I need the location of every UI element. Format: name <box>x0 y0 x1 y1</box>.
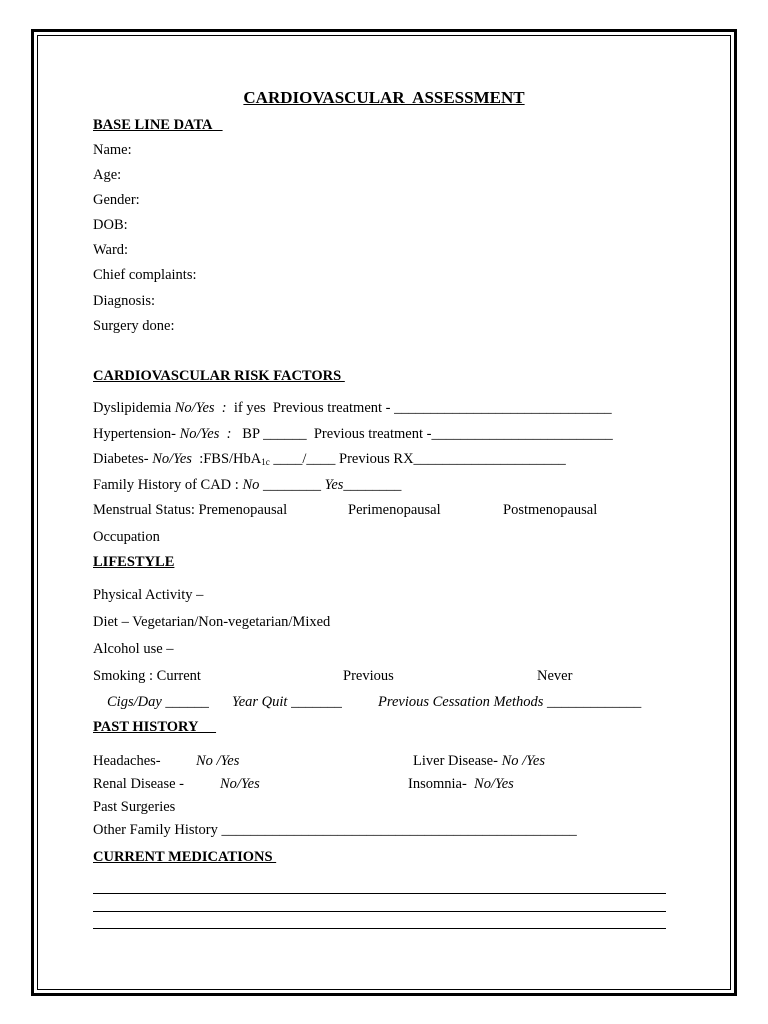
diet-field: Diet – Vegetarian/Non-vegetarian/Mixed <box>93 614 331 630</box>
dyslipidemia-row: Dyslipidemia No/Yes : if yes Previous treatment - ______________________________ <box>93 400 612 416</box>
chief-complaints-field: Chief complaints: <box>93 267 197 283</box>
ward-field: Ward: <box>93 242 129 258</box>
hypertension-row: Hypertension- No/Yes : BP ______ Previous treatment -_________________________ <box>93 426 613 442</box>
insomnia-row: Insomnia- No/Yes <box>408 776 514 792</box>
physical-activity-field: Physical Activity – <box>93 587 204 603</box>
smoking-current-option: Smoking : Current <box>93 668 201 684</box>
cessation-methods-field: Previous Cessation Methods _____________ <box>378 694 642 710</box>
surgery-done-field: Surgery done: <box>93 318 175 334</box>
smoking-never-option: Never <box>537 668 573 684</box>
diagnosis-field: Diagnosis: <box>93 293 156 309</box>
family-history-cad-row: Family History of CAD : No ________ Yes________ <box>93 477 402 493</box>
perimenopausal-option: Perimenopausal <box>348 502 441 518</box>
medication-line-1 <box>93 893 666 894</box>
gender-field: Gender: <box>93 192 140 208</box>
smoking-previous-option: Previous <box>343 668 394 684</box>
renal-disease-choice: No/Yes <box>220 776 260 792</box>
headaches-choice: No /Yes <box>196 753 240 769</box>
liver-disease-row: Liver Disease- No /Yes <box>413 753 545 769</box>
renal-disease-label: Renal Disease - <box>93 776 184 792</box>
diabetes-row: Diabetes- No/Yes :FBS/HbA$_{1c}$ ____/____ Previous RX_____________________ <box>93 451 566 467</box>
lifestyle-heading: LIFESTYLE <box>93 554 175 570</box>
year-quit-field: Year Quit _______ <box>232 694 342 710</box>
risk-factors-heading: CARDIOVASCULAR RISK FACTORS <box>93 368 345 384</box>
menstrual-status-label: Menstrual Status: Premenopausal <box>93 502 288 518</box>
age-field: Age: <box>93 167 122 183</box>
occupation-field: Occupation <box>93 529 160 545</box>
postmenopausal-option: Postmenopausal <box>503 502 598 518</box>
name-field: Name: <box>93 142 132 158</box>
medication-line-2 <box>93 911 666 912</box>
cigs-day-field: Cigs/Day ______ <box>107 694 217 710</box>
alcohol-use-field: Alcohol use – <box>93 641 174 657</box>
baseline-heading: BASE LINE DATA <box>93 117 223 133</box>
medication-line-3 <box>93 928 666 929</box>
past-surgeries-field: Past Surgeries <box>93 799 176 815</box>
headaches-label: Headaches- <box>93 753 161 769</box>
other-family-history-field: Other Family History _________________________________________________ <box>93 822 577 838</box>
past-history-heading: PAST HISTORY <box>93 719 217 735</box>
current-medications-heading: CURRENT MEDICATIONS <box>93 849 277 865</box>
form-title: CARDIOVASCULAR ASSESSMENT <box>243 88 525 107</box>
dob-field: DOB: <box>93 217 128 233</box>
